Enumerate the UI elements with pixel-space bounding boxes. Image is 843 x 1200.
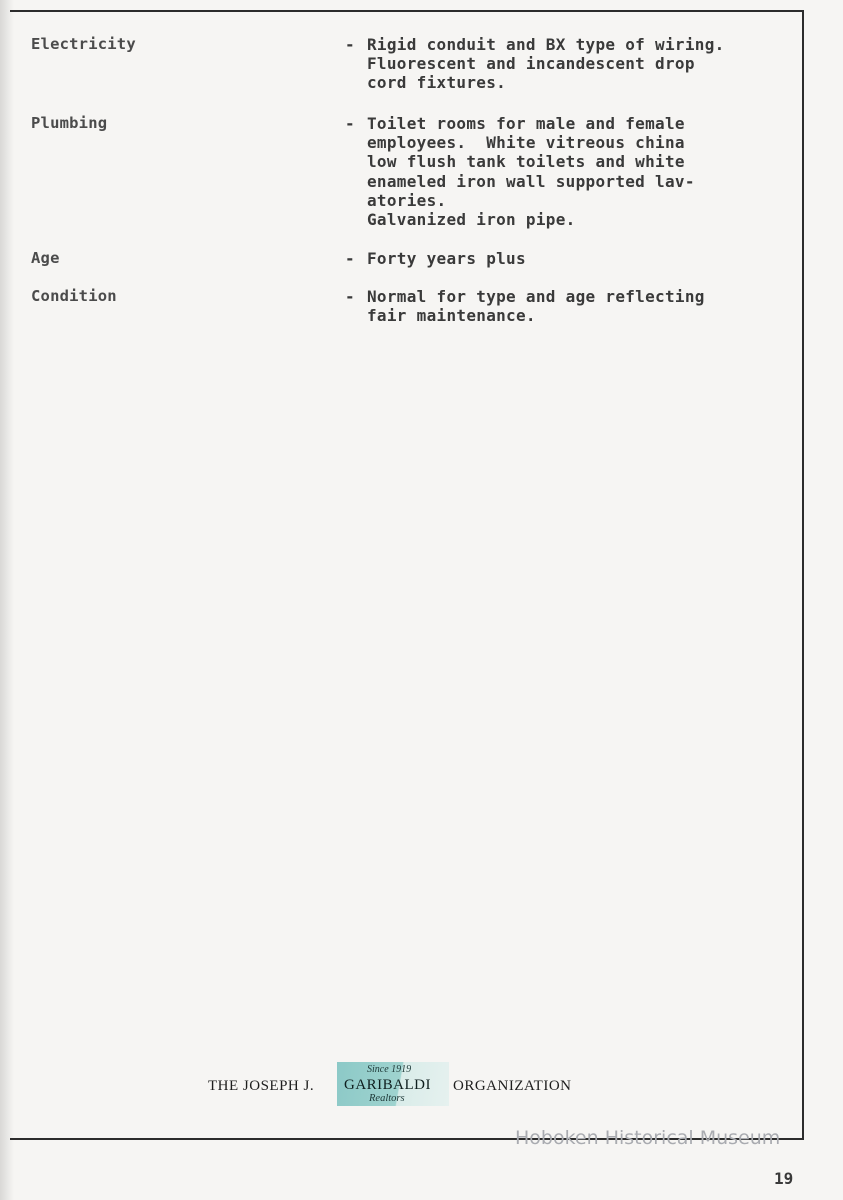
organization-footer bbox=[208, 1062, 608, 1108]
entry-label: Age bbox=[31, 249, 60, 267]
desc-line: - Rigid conduit and BX type of wiring. bbox=[345, 35, 725, 54]
org-name-left: THE JOSEPH J. bbox=[208, 1078, 315, 1094]
desc-line: enameled iron wall supported lav- bbox=[367, 171, 695, 191]
entry-description bbox=[345, 35, 815, 93]
dash: - bbox=[345, 35, 355, 54]
logo-realtors: Realtors bbox=[369, 1093, 405, 1104]
entry-label: Condition bbox=[31, 287, 117, 305]
desc-line: Galvanized iron pipe. bbox=[367, 210, 576, 230]
entry-description bbox=[345, 249, 815, 268]
desc-line: cord fixtures. bbox=[367, 73, 507, 93]
garibaldi-logo bbox=[337, 1062, 449, 1106]
desc-line: atories. bbox=[367, 190, 447, 210]
desc-line: - Toilet rooms for male and female bbox=[345, 114, 685, 133]
dash: - bbox=[345, 287, 355, 306]
page-number: 19 bbox=[774, 1169, 794, 1188]
entry-description bbox=[345, 114, 815, 229]
entry-description bbox=[345, 287, 815, 325]
desc-line: low flush tank toilets and white bbox=[367, 152, 685, 172]
desc-line: - Normal for type and age reflecting bbox=[345, 287, 705, 306]
logo-name: GARIBALDI bbox=[344, 1077, 431, 1093]
entry-label: Electricity bbox=[31, 35, 136, 53]
desc-line: - Forty years plus bbox=[345, 249, 526, 268]
desc-line: employees. White vitreous china bbox=[367, 133, 685, 153]
org-name-right: ORGANIZATION bbox=[453, 1078, 572, 1094]
dash: - bbox=[345, 114, 355, 133]
entry-label: Plumbing bbox=[31, 114, 108, 132]
museum-watermark: Hoboken Historical Museum bbox=[515, 1127, 781, 1149]
logo-since: Since 1919 bbox=[367, 1064, 412, 1075]
desc-line: fair maintenance. bbox=[367, 306, 536, 326]
desc-line: Fluorescent and incandescent drop bbox=[367, 54, 695, 74]
dash: - bbox=[345, 249, 355, 268]
